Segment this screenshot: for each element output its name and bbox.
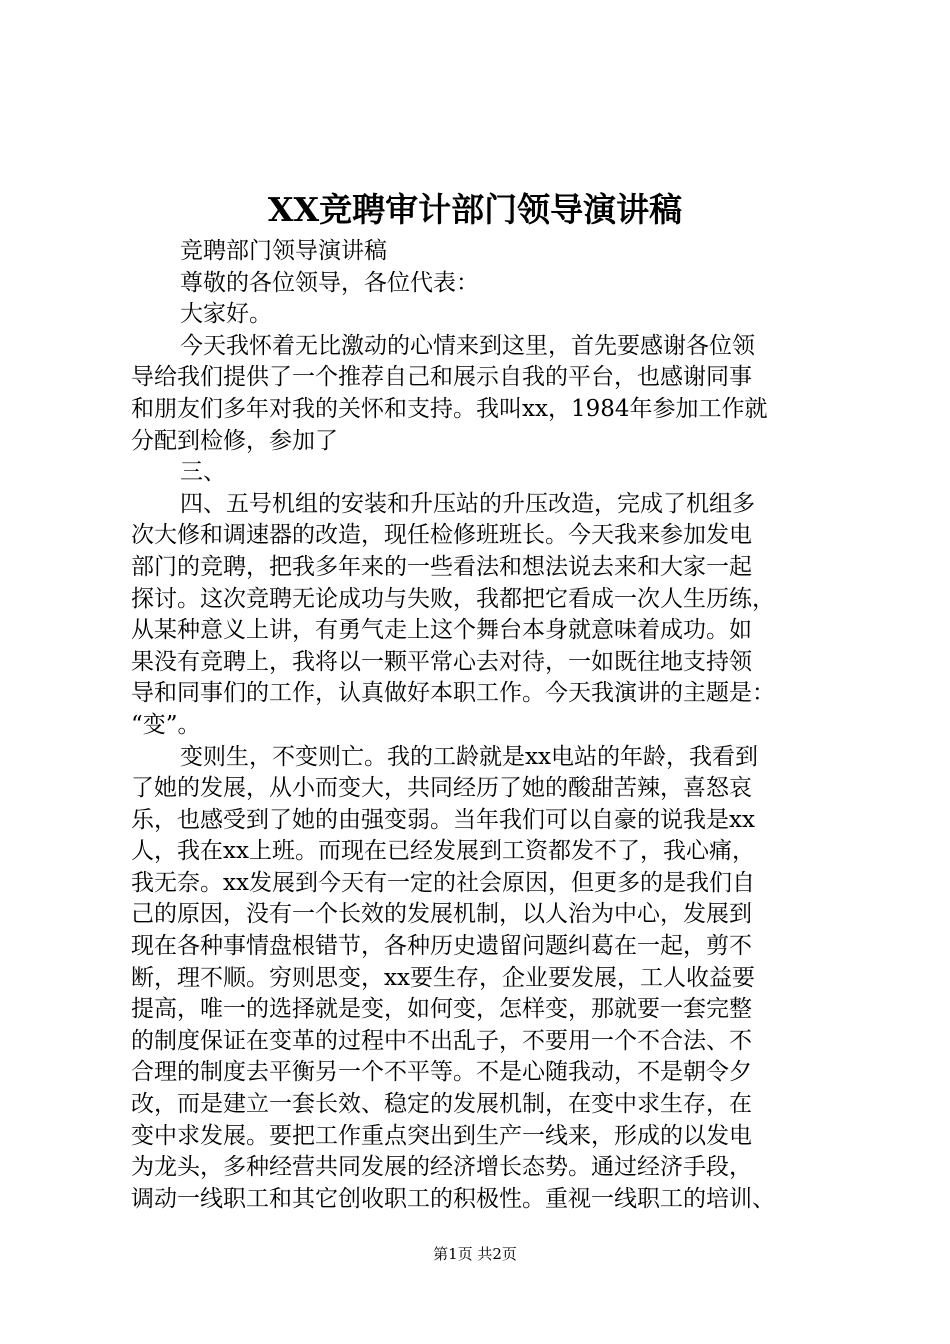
paragraph-line: 提高，唯一的选择就是变，如何变，怎样变，那就要一套完整 xyxy=(131,996,752,1023)
paragraph-line: 调动一线职工和其它创收职工的积极性。重视一线职工的培训、 xyxy=(131,1185,775,1212)
paragraph-line: 我无奈。xx发展到今天有一定的社会原因，但更多的是我们自 xyxy=(131,869,755,896)
paragraph-line: 断，理不顺。穷则思变，xx要生存，企业要发展，工人收益要 xyxy=(131,964,755,991)
paragraph-line: 为龙头，多种经营共同发展的经济增长态势。通过经济手段， xyxy=(131,1154,752,1181)
paragraph-line: 导和同事们的工作，认真做好本职工作。今天我演讲的主题是： xyxy=(131,680,775,707)
paragraph-line: 四、五号机组的安装和升压站的升压改造，完成了机组多 xyxy=(180,490,755,517)
paragraph-line: 分配到检修，参加了 xyxy=(131,427,338,454)
paragraph-line: 尊敬的各位领导，各位代表： xyxy=(180,269,479,296)
paragraph-line: 现在各种事情盘根错节，各种历史遗留问题纠葛在一起，剪不 xyxy=(131,933,752,960)
paragraph-line: 变则生，不变则亡。我的工龄就是xx电站的年龄，我看到 xyxy=(180,743,758,770)
paragraph-line: 竞聘部门领导演讲稿 xyxy=(180,238,387,264)
paragraph-line: 改，而是建立一套长效、稳定的发展机制，在变中求生存，在 xyxy=(131,1091,752,1118)
paragraph-line: 和朋友们多年对我的关怀和支持。我叫xx，1984年参加工作就 xyxy=(131,395,768,422)
document-body xyxy=(131,236,851,1215)
document-title: XX竞聘审计部门领导演讲稿 xyxy=(267,190,683,229)
paragraph-line: 从某种意义上讲，有勇气走上这个舞台本身就意味着成功。如 xyxy=(131,617,752,644)
paragraph-line: 乐，也感受到了她的由强变弱。当年我们可以自豪的说我是xx xyxy=(131,806,755,833)
paragraph-line: 果没有竞聘上，我将以一颗平常心去对待，一如既往地支持领 xyxy=(131,648,752,675)
paragraph-line: 己的原因，没有一个长效的发展机制，以人治为中心，发展到 xyxy=(131,901,752,928)
paragraph-line: 了她的发展，从小而变大，共同经历了她的酸甜苦辣，喜怒哀 xyxy=(131,775,752,802)
paragraph-line: 的制度保证在变革的过程中不出乱子，不要用一个不合法、不 xyxy=(131,1027,752,1054)
paragraph-line: 合理的制度去平衡另一个不平等。不是心随我动，不是朝令夕 xyxy=(131,1059,752,1086)
paragraph-line: 导给我们提供了一个推荐自己和展示自我的平台，也感谢同事 xyxy=(131,364,752,391)
page-number-footer: 第1页 共2页 xyxy=(433,1245,517,1263)
paragraph-line: 部门的竞聘，把我多年来的一些看法和想法说去来和大家一起 xyxy=(131,553,752,580)
paragraph-line: 大家好。 xyxy=(180,301,272,328)
paragraph-line: 次大修和调速器的改造，现任检修班班长。今天我来参加发电 xyxy=(131,522,752,549)
paragraph-line: 探讨。这次竞聘无论成功与失败，我都把它看成一次人生历练， xyxy=(131,585,775,612)
paragraph-line: “变”。 xyxy=(131,711,201,738)
paragraph-line: 人，我在xx上班。而现在已经发展到工资都发不了，我心痛， xyxy=(131,838,755,865)
paragraph-line: 今天我怀着无比激动的心情来到这里，首先要感谢各位领 xyxy=(180,332,755,359)
paragraph-line: 三、 xyxy=(180,459,226,486)
paragraph-line: 变中求发展。要把工作重点突出到生产一线来，形成的以发电 xyxy=(131,1122,752,1149)
